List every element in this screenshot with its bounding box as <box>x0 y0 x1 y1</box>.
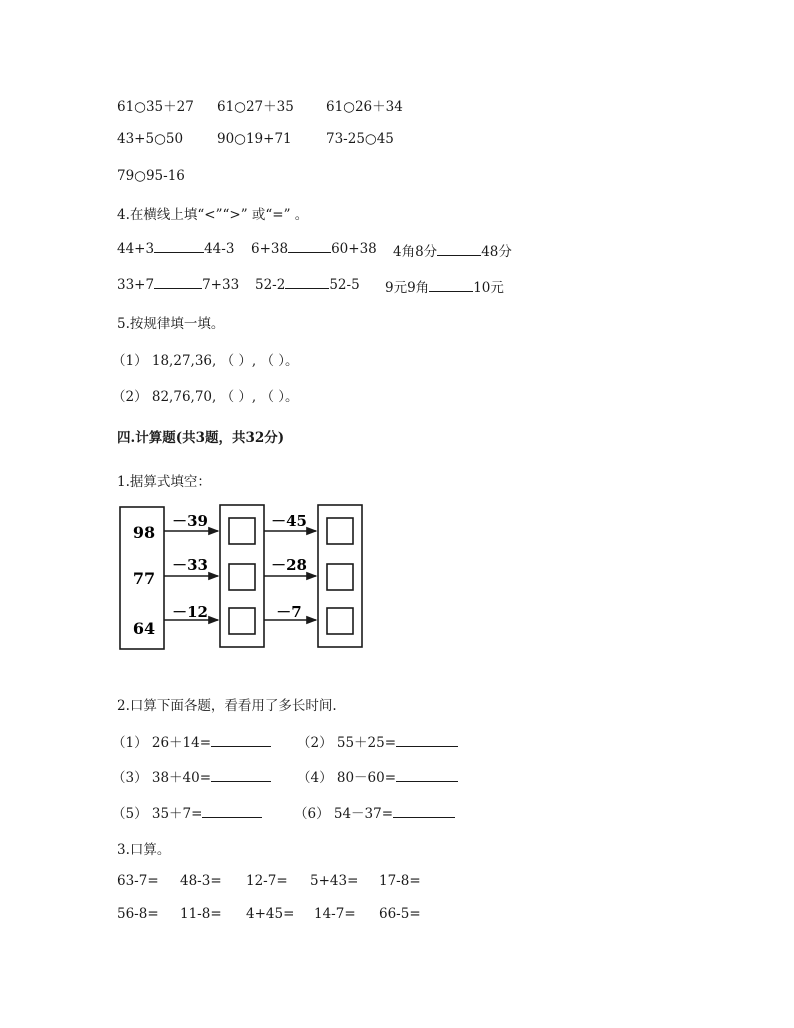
compare-expression: 79○95-16 <box>117 168 185 184</box>
answer-blank[interactable] <box>285 276 329 289</box>
oral-expression: （3） 38＋40= <box>112 770 212 786</box>
answer-blank[interactable] <box>396 769 458 782</box>
q2-title: 2.口算下面各题，看看用了多长时间. <box>117 698 337 714</box>
fill-item <box>385 276 504 296</box>
fill-item <box>393 240 512 260</box>
fill-left: 6+38 <box>251 241 289 257</box>
mental-math-item: 11-8= <box>180 906 222 922</box>
fill-right: 60+38 <box>331 241 377 257</box>
fill-left: 44+3 <box>117 241 155 257</box>
fill-right: 7+33 <box>202 277 240 293</box>
section-heading: 四.计算题(共3题，共32分) <box>117 430 285 446</box>
oral-item <box>294 802 455 822</box>
q1-title: 1.据算式填空： <box>117 474 211 490</box>
q3-title: 3.口算。 <box>117 842 171 858</box>
q4-title: 4.在横线上填“<”“>” 或“=” 。 <box>117 207 309 223</box>
pattern-item: （1） 18,27,36, （ ）, （ ）。 <box>112 353 299 369</box>
operation-label: －45 <box>271 512 307 530</box>
answer-blank[interactable] <box>211 734 271 747</box>
mental-math-item: 12-7= <box>246 873 288 889</box>
final-result-box <box>318 505 362 647</box>
q5-title: 5.按规律填一填。 <box>117 316 225 332</box>
fill-left: 4角8分 <box>393 244 438 260</box>
answer-square[interactable] <box>229 518 255 544</box>
oral-expression: （5） 35＋7= <box>112 806 203 822</box>
operation-label: －39 <box>172 512 208 530</box>
mental-math-item: 48-3= <box>180 873 222 889</box>
oral-expression: （4） 80－60= <box>297 770 397 786</box>
answer-square[interactable] <box>327 518 353 544</box>
start-number: 64 <box>132 619 156 638</box>
oral-expression: （6） 54－37= <box>294 806 394 822</box>
answer-square[interactable] <box>229 564 255 590</box>
answer-blank[interactable] <box>437 243 481 256</box>
answer-blank[interactable] <box>211 769 271 782</box>
operation-label: －28 <box>271 556 307 574</box>
answer-blank[interactable] <box>396 734 458 747</box>
fill-right: 10元 <box>473 280 504 296</box>
compare-expression: 61○27＋35 <box>217 99 294 115</box>
fill-item <box>251 240 377 257</box>
calculation-flow-diagram <box>110 500 380 660</box>
oral-expression: （1） 26＋14= <box>112 735 212 751</box>
mental-math-item: 5+43= <box>310 873 359 889</box>
fill-item <box>117 240 234 257</box>
fill-right: 44-3 <box>204 241 235 257</box>
answer-blank[interactable] <box>429 279 473 292</box>
answer-blank[interactable] <box>202 805 262 818</box>
oral-item <box>297 766 458 786</box>
mental-math-item: 17-8= <box>379 873 421 889</box>
answer-blank[interactable] <box>288 240 331 253</box>
operation-label: －12 <box>172 603 208 621</box>
mental-math-item: 4+45= <box>246 906 295 922</box>
fill-left: 52-2 <box>255 277 286 293</box>
start-number: 77 <box>132 569 156 588</box>
mental-math-item: 63-7= <box>117 873 159 889</box>
mental-math-item: 14-7= <box>314 906 356 922</box>
answer-blank[interactable] <box>393 805 455 818</box>
oral-expression: （2） 55＋25= <box>297 735 397 751</box>
middle-result-box <box>220 505 264 647</box>
start-number: 98 <box>132 523 156 542</box>
answer-blank[interactable] <box>154 240 204 253</box>
fill-right: 52-5 <box>329 277 360 293</box>
fill-left: 33+7 <box>117 277 155 293</box>
fill-right: 48分 <box>481 244 512 260</box>
pattern-item: （2） 82,76,70, （ ）, （ ）。 <box>112 389 299 405</box>
oral-item <box>112 802 262 822</box>
oral-item <box>297 731 458 751</box>
mental-math-item: 56-8= <box>117 906 159 922</box>
oral-item <box>112 731 271 751</box>
fill-item <box>117 276 239 293</box>
answer-square[interactable] <box>229 608 255 634</box>
answer-blank[interactable] <box>154 276 202 289</box>
operation-label: －7 <box>276 603 302 621</box>
operation-label: －33 <box>172 556 208 574</box>
compare-expression: 73-25○45 <box>326 131 394 147</box>
compare-expression: 90○19+71 <box>217 131 292 147</box>
fill-left: 9元9角 <box>385 280 430 296</box>
answer-square[interactable] <box>327 564 353 590</box>
compare-expression: 61○26＋34 <box>326 99 403 115</box>
compare-expression: 61○35＋27 <box>117 99 194 115</box>
compare-expression: 43+5○50 <box>117 131 184 147</box>
oral-item <box>112 766 271 786</box>
fill-item <box>255 276 360 293</box>
mental-math-item: 66-5= <box>379 906 421 922</box>
answer-square[interactable] <box>327 608 353 634</box>
